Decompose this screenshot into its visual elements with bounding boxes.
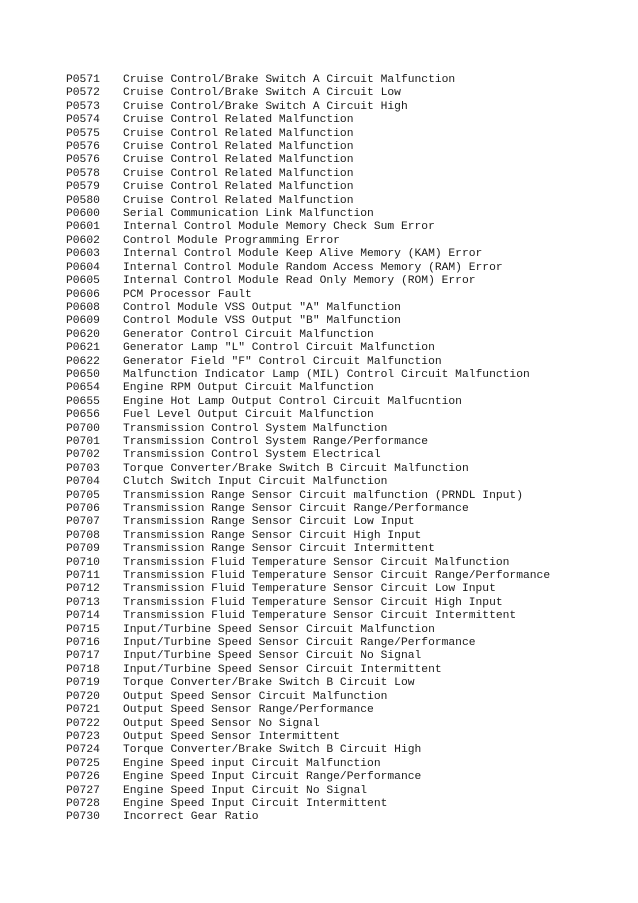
trouble-code: P0705 <box>66 489 100 502</box>
code-description: Transmission Control System Malfunction <box>123 422 388 435</box>
code-description: Internal Control Module Random Access Memory (RAM) Error <box>123 261 503 274</box>
code-row <box>66 221 550 234</box>
code-description: Transmission Fluid Temperature Sensor Circuit Low Input <box>123 583 496 596</box>
trouble-code: P0706 <box>66 503 100 515</box>
code-row <box>66 382 550 395</box>
trouble-code: P0575 <box>66 127 100 140</box>
trouble-code: P0728 <box>66 797 100 810</box>
code-row <box>66 195 550 208</box>
trouble-code: P0621 <box>66 342 100 355</box>
code-description: Generator Lamp "L" Control Circuit Malfunction <box>123 342 435 355</box>
code-description: Transmission Range Sensor Circuit Low Input <box>123 516 415 529</box>
code-row <box>66 396 550 409</box>
code-row <box>66 744 550 757</box>
code-row <box>66 664 550 677</box>
code-description: PCM Processor Fault <box>123 288 252 301</box>
trouble-code: P0600 <box>66 208 100 221</box>
trouble-code: P0604 <box>66 261 100 274</box>
code-row <box>66 235 550 248</box>
code-description: Torque Converter/Brake Switch B Circuit Low <box>123 677 415 690</box>
code-row <box>66 409 550 422</box>
code-description: Fuel Level Output Circuit Malfunction <box>123 409 374 422</box>
code-description: Torque Converter/Brake Switch B Circuit High <box>123 744 422 757</box>
trouble-code: P0573 <box>66 100 100 113</box>
trouble-code: P0572 <box>66 87 100 100</box>
code-row <box>66 543 550 556</box>
code-description: Output Speed Sensor No Signal <box>123 717 320 730</box>
code-description: Transmission Fluid Temperature Sensor Circuit Range/Performance <box>123 570 551 583</box>
code-row <box>66 369 550 382</box>
code-description: Internal Control Module Keep Alive Memory (KAM) Error <box>123 248 483 261</box>
code-row <box>66 490 550 503</box>
code-row <box>66 101 550 114</box>
code-description: Engine Speed Input Circuit Range/Performance <box>123 771 422 784</box>
code-description: Engine Speed input Circuit Malfunction <box>123 757 381 770</box>
code-description: Transmission Range Sensor Circuit High Input <box>123 529 422 542</box>
trouble-code: P0721 <box>66 704 100 717</box>
trouble-code: P0603 <box>66 248 100 261</box>
code-description: Transmission Fluid Temperature Sensor Circuit Malfunction <box>123 556 510 569</box>
code-row <box>66 463 550 476</box>
code-row <box>66 704 550 717</box>
code-row <box>66 356 550 369</box>
trouble-code: P0727 <box>66 784 100 797</box>
trouble-code: P0579 <box>66 181 100 194</box>
code-row <box>66 114 550 127</box>
code-description: Transmission Fluid Temperature Sensor Circuit High Input <box>123 596 503 609</box>
code-row <box>66 758 550 771</box>
trouble-code: P0722 <box>66 717 100 730</box>
code-description: Transmission Range Sensor Circuit malfunction (PRNDL Input) <box>123 489 523 502</box>
code-row <box>66 691 550 704</box>
code-description: Transmission Range Sensor Circuit Range/Performance <box>123 503 469 515</box>
trouble-code: P0606 <box>66 288 100 301</box>
code-row <box>66 275 550 288</box>
trouble-code: P0576 <box>66 154 100 167</box>
code-description: Cruise Control/Brake Switch A Circuit Malfunction <box>123 74 456 86</box>
code-description: Input/Turbine Speed Sensor Circuit Malfunction <box>123 623 435 636</box>
trouble-code: P0714 <box>66 610 100 623</box>
code-row <box>66 476 550 489</box>
trouble-code: P0725 <box>66 757 100 770</box>
code-row <box>66 87 550 100</box>
trouble-code: P0715 <box>66 623 100 636</box>
code-description: Output Speed Sensor Circuit Malfunction <box>123 690 388 703</box>
code-description: Output Speed Sensor Range/Performance <box>123 704 374 717</box>
code-row <box>66 262 550 275</box>
code-row <box>66 583 550 596</box>
code-description: Engine Hot Lamp Output Control Circuit Malfucntion <box>123 395 462 408</box>
code-description: Cruise Control Related Malfunction <box>123 127 354 140</box>
code-description: Input/Turbine Speed Sensor Circuit Intermittent <box>123 663 442 676</box>
code-row <box>66 785 550 798</box>
trouble-code: P0578 <box>66 167 100 180</box>
trouble-code: P0720 <box>66 690 100 703</box>
code-description: Transmission Range Sensor Circuit Intermittent <box>123 543 435 556</box>
trouble-code: P0724 <box>66 744 100 757</box>
trouble-code-list <box>66 74 550 825</box>
code-row <box>66 181 550 194</box>
trouble-code: P0704 <box>66 476 100 489</box>
code-description: Engine Speed Input Circuit No Signal <box>123 784 368 797</box>
trouble-code: P0703 <box>66 462 100 475</box>
trouble-code: P0712 <box>66 583 100 596</box>
trouble-code: P0608 <box>66 301 100 314</box>
code-description: Internal Control Module Memory Check Sum Error <box>123 221 435 234</box>
trouble-code: P0716 <box>66 637 100 650</box>
code-row <box>66 329 550 342</box>
trouble-code: P0609 <box>66 315 100 328</box>
trouble-code: P0620 <box>66 328 100 341</box>
trouble-code: P0655 <box>66 395 100 408</box>
code-description: Cruise Control Related Malfunction <box>123 167 354 180</box>
code-row <box>66 516 550 529</box>
code-description: Input/Turbine Speed Sensor Circuit No Signal <box>123 650 422 663</box>
trouble-code: P0622 <box>66 355 100 368</box>
code-description: Engine RPM Output Circuit Malfunction <box>123 382 374 395</box>
code-description: Malfunction Indicator Lamp (MIL) Control Circuit Malfunction <box>123 368 530 381</box>
code-description: Cruise Control Related Malfunction <box>123 194 354 207</box>
code-row <box>66 141 550 154</box>
code-description: Clutch Switch Input Circuit Malfunction <box>123 476 388 489</box>
trouble-code: P0571 <box>66 74 100 86</box>
trouble-code: P0601 <box>66 221 100 234</box>
trouble-code: P0713 <box>66 596 100 609</box>
code-description: Generator Control Circuit Malfunction <box>123 328 374 341</box>
trouble-code: P0605 <box>66 275 100 288</box>
code-row <box>66 315 550 328</box>
code-row <box>66 449 550 462</box>
code-description: Engine Speed Input Circuit Intermittent <box>123 797 388 810</box>
code-row <box>66 624 550 637</box>
code-description: Cruise Control Related Malfunction <box>123 181 354 194</box>
trouble-code: P0576 <box>66 141 100 154</box>
code-description: Control Module Programming Error <box>123 234 340 247</box>
code-row <box>66 530 550 543</box>
code-row <box>66 570 550 583</box>
code-description: Internal Control Module Read Only Memory (ROM) Error <box>123 275 476 288</box>
trouble-code: P0709 <box>66 543 100 556</box>
trouble-code: P0656 <box>66 409 100 422</box>
trouble-code: P0708 <box>66 529 100 542</box>
trouble-code: P0650 <box>66 368 100 381</box>
code-row <box>66 637 550 650</box>
trouble-code: P0654 <box>66 382 100 395</box>
code-row <box>66 650 550 663</box>
code-description: Cruise Control/Brake Switch A Circuit Low <box>123 87 401 100</box>
code-row <box>66 128 550 141</box>
trouble-code: P0718 <box>66 663 100 676</box>
code-description: Transmission Control System Electrical <box>123 449 381 462</box>
code-row <box>66 248 550 261</box>
code-row <box>66 557 550 570</box>
trouble-code: P0719 <box>66 677 100 690</box>
code-row <box>66 342 550 355</box>
code-row <box>66 74 550 87</box>
code-row <box>66 154 550 167</box>
trouble-code: P0723 <box>66 730 100 743</box>
code-description: Transmission Fluid Temperature Sensor Circuit Intermittent <box>123 610 517 623</box>
trouble-code: P0711 <box>66 570 100 583</box>
code-row <box>66 731 550 744</box>
code-row <box>66 718 550 731</box>
code-description: Transmission Control System Range/Performance <box>123 435 429 448</box>
trouble-code: P0717 <box>66 650 100 663</box>
code-row <box>66 503 550 516</box>
trouble-code: P0574 <box>66 114 100 127</box>
code-description: Incorrect Gear Ratio <box>123 811 259 824</box>
trouble-code: P0710 <box>66 556 100 569</box>
code-description: Input/Turbine Speed Sensor Circuit Range/Performance <box>123 637 476 650</box>
code-row <box>66 677 550 690</box>
code-row <box>66 208 550 221</box>
code-description: Cruise Control Related Malfunction <box>123 141 354 154</box>
code-row <box>66 798 550 811</box>
code-description: Cruise Control/Brake Switch A Circuit High <box>123 100 408 113</box>
code-description: Serial Communication Link Malfunction <box>123 208 374 221</box>
code-description: Control Module VSS Output "A" Malfunction <box>123 301 401 314</box>
code-row <box>66 423 550 436</box>
trouble-code: P0726 <box>66 771 100 784</box>
code-row <box>66 771 550 784</box>
code-row <box>66 597 550 610</box>
trouble-code: P0701 <box>66 435 100 448</box>
trouble-code: P0730 <box>66 811 100 824</box>
code-row <box>66 168 550 181</box>
code-description: Torque Converter/Brake Switch B Circuit Malfunction <box>123 462 469 475</box>
trouble-code: P0602 <box>66 234 100 247</box>
code-description: Generator Field "F" Control Circuit Malfunction <box>123 355 442 368</box>
trouble-code: P0700 <box>66 422 100 435</box>
code-row <box>66 811 550 824</box>
code-row <box>66 289 550 302</box>
code-row <box>66 436 550 449</box>
trouble-code: P0702 <box>66 449 100 462</box>
code-description: Cruise Control Related Malfunction <box>123 114 354 127</box>
code-description: Control Module VSS Output "B" Malfunction <box>123 315 401 328</box>
code-description: Output Speed Sensor Intermittent <box>123 730 340 743</box>
code-description: Cruise Control Related Malfunction <box>123 154 354 167</box>
code-row <box>66 610 550 623</box>
trouble-code: P0580 <box>66 194 100 207</box>
trouble-code: P0707 <box>66 516 100 529</box>
code-row <box>66 302 550 315</box>
